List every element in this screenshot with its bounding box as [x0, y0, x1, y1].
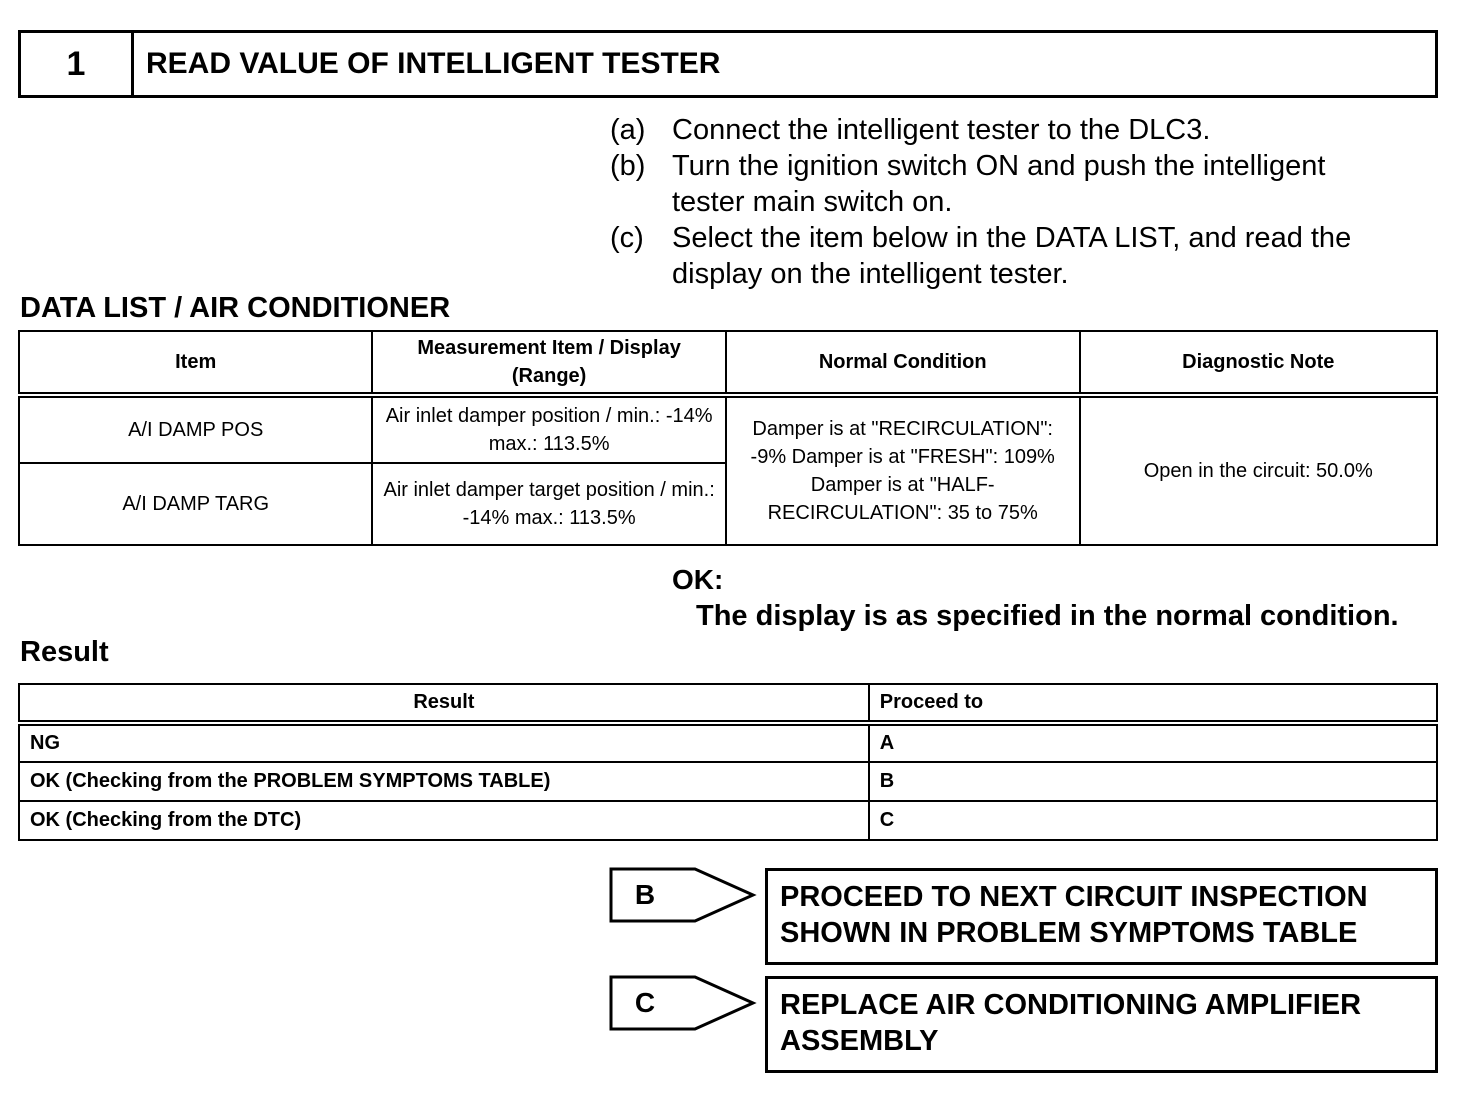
- arrow-label-b: [609, 867, 757, 923]
- table-header-row: [19, 684, 1437, 723]
- instruction-b: [610, 148, 1430, 220]
- result-cell: NG: [19, 723, 869, 762]
- measurement-cell: Air inlet damper target position / min.: -14% max.: 113.5%: [372, 463, 726, 545]
- proceed-cell: A: [869, 723, 1437, 762]
- instruction-letter: (c): [610, 222, 644, 254]
- proceed-cell: C: [869, 801, 1437, 840]
- arrow-letter: B: [634, 879, 656, 910]
- instruction-a: [610, 112, 1430, 148]
- arrow-letter: C: [634, 987, 656, 1018]
- instruction-letter: (a): [610, 114, 646, 146]
- table-header-row: [19, 331, 1437, 395]
- arrow-label-c: [609, 975, 757, 1031]
- column-header-diagnostic-note: Diagnostic Note: [1080, 331, 1437, 395]
- result-heading: Result: [20, 636, 109, 668]
- item-cell: A/I DAMP POS: [19, 395, 372, 463]
- proceed-box-c: REPLACE AIR CONDITIONING AMPLIFIER ASSEMBLY: [765, 976, 1438, 1073]
- table-row: [19, 395, 1437, 463]
- instruction-text: Connect the intelligent tester to the DLC3.: [672, 114, 1211, 146]
- table-row: [19, 762, 1437, 801]
- step-title: READ VALUE OF INTELLIGENT TESTER: [146, 47, 721, 80]
- column-header-normal-condition: Normal Condition: [726, 331, 1080, 395]
- normal-condition-cell: Damper is at "RECIRCULATION": -9% Damper is at "FRESH": 109% Damper is at "HALF-RECIRCULATION": 35 to 75%: [726, 395, 1080, 545]
- column-header-proceed-to: Proceed to: [869, 684, 1437, 723]
- step-number: 1: [21, 33, 134, 95]
- result-table: [18, 683, 1438, 841]
- column-header-result: Result: [19, 684, 869, 723]
- result-cell: OK (Checking from the PROBLEM SYMPTOMS TABLE): [19, 762, 869, 801]
- result-cell: OK (Checking from the DTC): [19, 801, 869, 840]
- measurement-cell: Air inlet damper position / min.: -14% max.: 113.5%: [372, 395, 726, 463]
- proceed-box-b: PROCEED TO NEXT CIRCUIT INSPECTION SHOWN IN PROBLEM SYMPTOMS TABLE: [765, 868, 1438, 965]
- diagnostic-note-cell: Open in the circuit: 50.0%: [1080, 395, 1437, 545]
- proceed-cell: B: [869, 762, 1437, 801]
- item-cell: A/I DAMP TARG: [19, 463, 372, 545]
- instruction-c: [610, 220, 1430, 292]
- table-row: [19, 723, 1437, 762]
- column-header-item: Item: [19, 331, 372, 395]
- column-header-measurement: Measurement Item / Display (Range): [372, 331, 726, 395]
- data-list-heading: DATA LIST / AIR CONDITIONER: [20, 292, 451, 324]
- data-list-table: [18, 330, 1438, 546]
- ok-description: The display is as specified in the normal condition.: [696, 600, 1399, 632]
- instruction-letter: (b): [610, 150, 646, 182]
- instruction-text: Select the item below in the DATA LIST, and read the display on the intelligent tester.: [672, 222, 1352, 290]
- step-header: [18, 30, 1438, 98]
- table-row: [19, 801, 1437, 840]
- ok-label: OK:: [672, 564, 724, 595]
- instruction-text: Turn the ignition switch ON and push the intelligent tester main switch on.: [672, 150, 1326, 218]
